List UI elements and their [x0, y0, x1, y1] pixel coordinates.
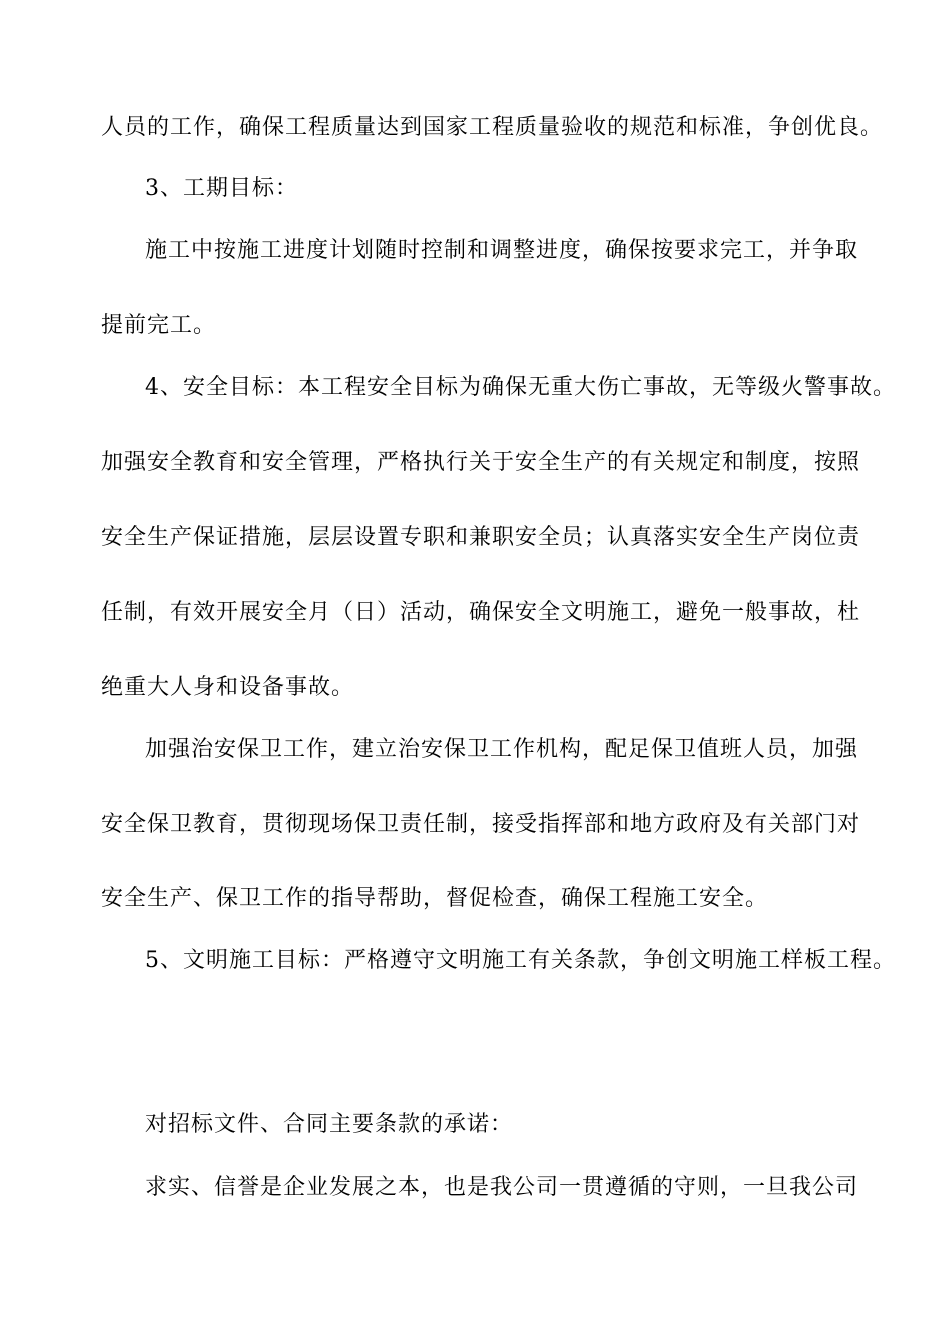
paragraph-line: 加强安全教育和安全管理，严格执行关于安全生产的有关规定和制度，按照 — [101, 450, 861, 475]
paragraph-line: 绝重大人身和设备事故。 — [101, 675, 355, 700]
section-heading-schedule-goal: 3、工期目标： — [145, 176, 298, 201]
paragraph-line: 施工中按施工进度计划随时控制和调整进度，确保按要求完工，并争取 — [145, 238, 859, 263]
paragraph-line: 求实、信誉是企业发展之本，也是我公司一贯遵循的守则，一旦我公司 — [145, 1175, 859, 1200]
paragraph-line: 安全生产、保卫工作的指导帮助，督促检查，确保工程施工安全。 — [101, 886, 769, 911]
paragraph-line: 安全保卫教育，贯彻现场保卫责任制，接受指挥部和地方政府及有关部门对 — [101, 812, 861, 837]
paragraph-line: 任制，有效开展安全月（日）活动，确保安全文明施工，避免一般事故，杜 — [101, 600, 861, 625]
section-heading-civilized-construction-goal: 5、文明施工目标：严格遵守文明施工有关条款，争创文明施工样板工程。 — [145, 948, 896, 973]
paragraph-line: 提前完工。 — [101, 313, 217, 338]
paragraph-line: 安全生产保证措施，层层设置专职和兼职安全员；认真落实安全生产岗位责 — [101, 525, 861, 550]
paragraph-line: 加强治安保卫工作，建立治安保卫工作机构，配足保卫值班人员，加强 — [145, 737, 859, 762]
section-heading-commitment: 对招标文件、合同主要条款的承诺： — [145, 1112, 514, 1137]
section-heading-safety-goal: 4、安全目标：本工程安全目标为确保无重大伤亡事故，无等级火警事故。 — [145, 375, 896, 400]
paragraph-line: 人员的工作，确保工程质量达到国家工程质量验收的规范和标准，争创优良。 — [101, 115, 884, 140]
